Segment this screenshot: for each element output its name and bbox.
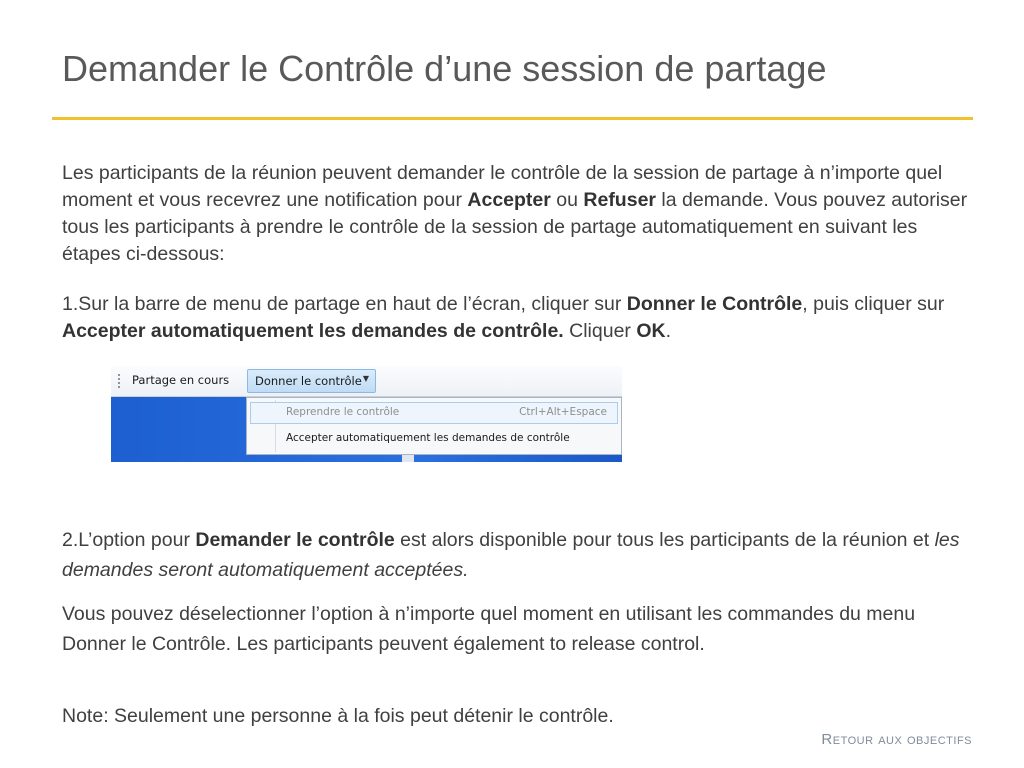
step-2-text: 2.L’option pour	[62, 529, 196, 551]
toolbar-grip-icon	[118, 374, 120, 388]
deselect-paragraph: Vous pouvez déselectionner l’option à n’importe quel moment en utilisant les commandes du menu Donner le Contrôle. Les participants peuvent également to release control.	[62, 603, 916, 655]
step-1-ok-bold: OK	[636, 320, 666, 342]
intro-refuse-bold: Refuser	[583, 189, 657, 211]
step-1-text: , puis cliquer sur	[802, 293, 945, 315]
note-paragraph: Note: Seulement une personne à la fois peut détenir le contrôle.	[62, 705, 614, 727]
give-control-dropdown[interactable]	[247, 369, 376, 393]
taskbar-icon	[402, 455, 414, 462]
give-control-menu	[246, 397, 622, 455]
intro-accept-bold: Accepter	[467, 189, 551, 211]
menu-item-take-back-control[interactable]	[250, 402, 618, 424]
back-to-objectives-link[interactable]: Retour aux objectifs	[821, 731, 972, 748]
title-divider	[52, 117, 973, 120]
step-2-request-control-bold: Demander le contrôle	[195, 529, 395, 551]
intro-text: Les participants de la réunion peuvent demander le contrôle de la session de partage à n’importe quel moment et vous recevrez une notification pour	[62, 162, 943, 211]
sharing-toolbar	[111, 366, 622, 397]
intro-paragraph	[62, 160, 972, 268]
sharing-menu-screenshot	[111, 366, 622, 462]
step-1-text: 1.Sur la barre de menu de partage en haut de l’écran, cliquer sur	[62, 293, 627, 315]
step-2-paragraph	[62, 525, 972, 585]
step-1-paragraph	[62, 291, 972, 345]
give-control-label: Donner le contrôle	[255, 374, 362, 388]
menu-item-label: Accepter automatiquement les demandes de contrôle	[286, 432, 570, 444]
intro-text: ou	[550, 189, 584, 211]
menu-item-auto-accept[interactable]	[250, 428, 618, 450]
step-2-italic: les demandes seront automatiquement acceptées.	[62, 529, 960, 581]
slide-title: Demander le Contrôle d’une session de partage	[62, 48, 827, 89]
step-2-text: est alors disponible pour tous les participants de la réunion et	[394, 529, 935, 551]
step-1-give-control-bold: Donner le Contrôle	[626, 293, 803, 315]
menu-item-shortcut: Ctrl+Alt+Espace	[519, 406, 607, 418]
step-1-text: .	[665, 320, 672, 342]
sharing-status-label: Partage en cours	[132, 373, 230, 387]
chevron-down-icon: ▼	[362, 374, 369, 383]
step-1-auto-accept-bold: Accepter automatiquement les demandes de contrôle.	[62, 320, 564, 342]
step-1-text: Cliquer	[563, 320, 637, 342]
menu-item-label: Reprendre le contrôle	[286, 406, 400, 418]
intro-text: la demande. Vous pouvez autoriser tous les participants à prendre le contrôle de la session de partage automatiquement en suivant les étapes ci-dessous:	[62, 189, 968, 265]
